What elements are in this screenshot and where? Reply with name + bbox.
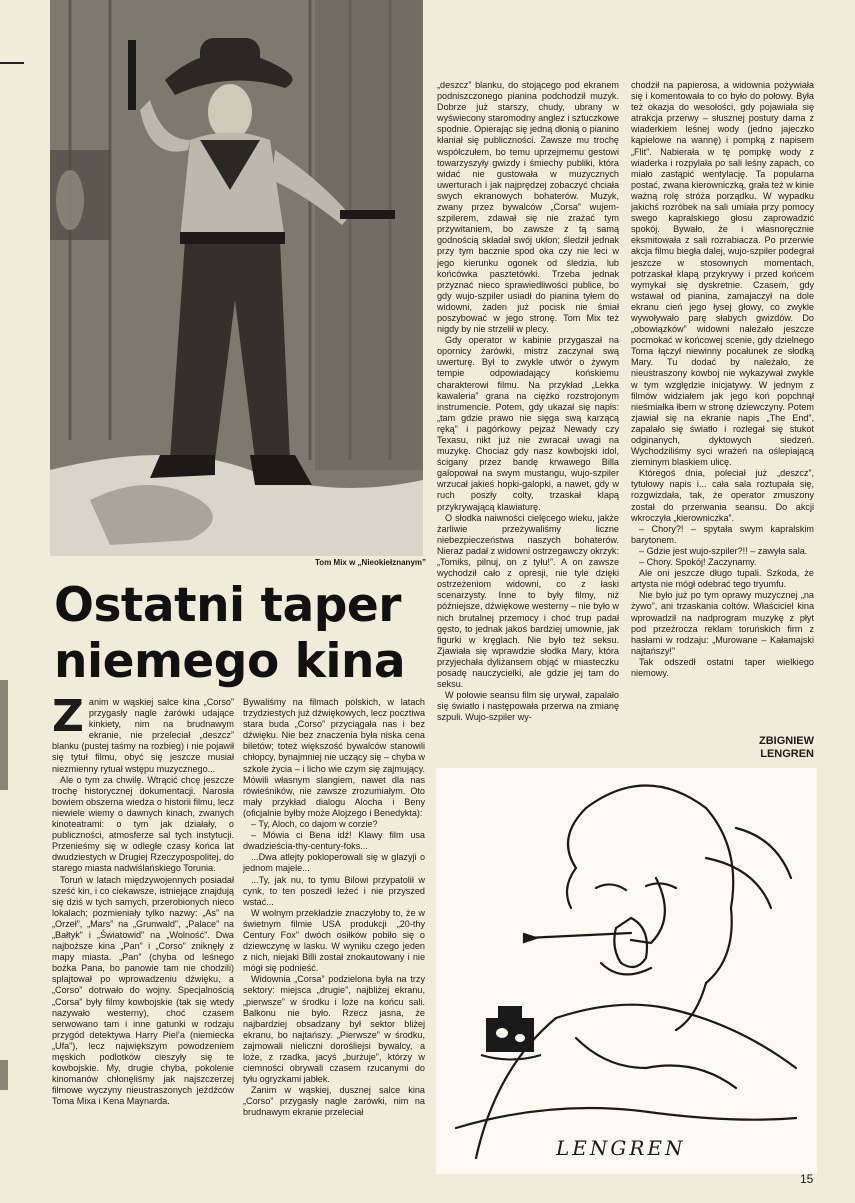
dialogue-line: – Gdzie jest wujo-szpiler?!! – zawyła sala. [639,545,808,556]
paragraph: Ale oni jeszcze długo tupali. Szkoda, że artysta nie mógł odebrać tego tryumfu. [631,568,814,590]
paragraph: Bywaliśmy na filmach polskich, w latach trzydziestych już dźwiękowych, lecz pocztiwa stara buda „Corso” przyciągała nas i bez dźwięku. Nie bez znaczenia była niska cena biletów; toteż większość bywalców stanowili chłopcy, bynajmniej nie uczący się – chyba w szkole życia – i licho wie czym się zajmujący. Mówili własnym slangiem, nawet dla nas rówieśników, nie zawsze zrozumiałym. Oto mały przykład dialogu Alocha i Beny (oficjalnie byłby może Alojzego i Benedykta): [243,697,425,818]
paragraph [52,697,234,775]
caricature-drawing [436,768,817,1174]
pianist-caricature [436,768,817,1174]
paragraph: „deszcz” blanku, do stojącego pod ekranem podniszczonego pianina podchodził muzyk. Dobrze już starszy, chudy, ubrany w wyświecony staromodny anglez i sztuczkowe spodnie. Opierając się jedną dłonią o pianino kłaniał się publiczności. Zawsze mu trochę współczułem, bo temu uprzejmemu gestowi towarzyszyły gwizdy i śmiechy publiki, która widać nie gustowała w muzycznych uwerturach i jak najprędzej zobaczyć chciała swych ekranowych bohaterów. Muzyk, zwany przez bywalców „Corsa” wujem-szpilerem, zdawał się nie zrażać tym przywitaniem, bo zawsze z tą samą godnością składał swój ukłon; śledził jednak przy tym bacznie spod oka czy nie leci w jego kierunku ogonek od śledzia, lub końcówka pasztetówki. Trzeba jednak przyznać nieco sprawiedliwości publice, bo gdy wujo-szpiler usiadł do pianina tyłem do widowni, żaden już pocisk nie śmiał poszybować w jego stronę. Tom Mix też nigdy by nie strzelił w plecy. [437,80,619,335]
paragraph: Toruń w latach międzywojennych posiadał sześć kin, i co ciekawsze, istniejące znajdują się dziś w tych samych, przerobionych nieco lokalach; pozmieniały tylko nazwy: „As” na „Orzeł”, „Mars” na „Grunwald”, „Palace” na „Bałtyk” i „Światowid” na „Wolność”. Dwa najboższe kina „Pan” i „Corso” zniknęły z mapy miasta. „Pan” (chyba od leśnego bożka Pana, bo panowie tam nie chodzili) splajtował po wprowadzeniu dźwięku, a „Corso” dotrwało do wojny. Specjalnością „Corsa” były filmy kowbojskie (tak się wtedy nazywało westerny), choć czasem serwowano tam i inne gatunki w rodzaju przygód detektywa Harry Piel’a (niemiecka „Ufa”), lecz największym powodzeniem męskich podlotków cieszyły się te kowbojskie. My, drugie chyba, pokolenie kinomanów chłonęliśmy jak najszczerzej filmowe wyczyny nieustraszonych jeźdźców Toma Mixa i Kena Maynarda. [52,874,234,1107]
paragraph: W połowie seansu film się urywał, zapalało się światło i następowała przerwa na zmianę szpuli. Wujo-szpiler wy- [437,690,619,723]
dialogue-line: – Chory?! – spytała swym kapralskim barytonem. [631,523,814,545]
author-last-name: LENGREN [760,748,814,760]
film-still-photo [50,0,423,556]
paragraph: Ale o tym za chwilę. Wtrącić chcę jeszcze trochę historycznej dokumentacji. Narosła bowiem obszerna wiedza o historii filmu, lecz niewiele wiemy o dawnych kinach, zwanych kinoteatrami: o tym jak działały, o publiczności, atmosferze sal tych instytucji. Przenieśmy się w odległe czasy końca lat dwudziestych w Drugiej Rzeczypospolitej, do starego miasta nadwiślańskiego Torunia. [52,774,234,874]
paragraph: Gdy operator w kabinie przygaszał na opornicy żarówki, mistrz zaczynał swą uwerturę. Był to zwykle utwór o żywym tempie odpowiadający końskiemu charakterowi filmu. Na przykład „Lekka kawaleria” grana na ciężko rozstrojonym instrumencie. Potem, gdy ukazał się napis: „tam gdzie prawo nie sięga swą karzącą ręką” i pagórkowy pejzaż Newady czy Texasu, nikt już nie zwracał uwagi na muzykę. Chociaż gdy nasz kowbojski idol, ścigany przez bandę krwawego Billa galopował na swym mustangu, wujo-szpiler wrzucał jakieś hopki-galopki, a nawet, gdy w ruch poszły colty, trzaskał klapą przykrywającą klawiaturę. [437,335,619,512]
paragraph: chodził na papierosa, a widownia pożywiała się i komentowała to co było do połowy. Była też okazja do wesołości, gdy pojawiała się atrakcja przerwy – słusznej postury dama z wiaderkiem leśnej wody (jedno jajeczko kąpielowe na wannę) i pompką z napisem „Flit”. Nabierała w tę pompkę wody z wiaderka i rozpylała po sali leśny zapach, co miało zastąpić wentylację. Ta popularna postać, zwana kierowniczką, grała też w kinie ważną rolę stróża porządku. W wypadku jakichś rozróbek na sali umiała przy pomocy swego kapralskiego głosu zaprowadzić spokój. Bywało, że i własnoręcznie eksmitowała z sali rozrabiacza. Po przerwie akcja filmu biegła dalej, wujo-szpiler podegrał jeszcze w stosownych momentach, potrzaskał klapą przykrywy i przed końcem wymykał się dyskretnie. Czasem, gdy wstawał od pianina, zamajaczył na dole ekranu cień jego łysej głowy, co zwykle wywoływało parę słabych gwizdów. Do „obowiązków” widowni należało jeszcze pocmokać w końcowej scenie, gdy dzielnego Toma łączył niewinny pocałunek ze słodką Mary. Tu dodać by należało, że nieustraszony kowboj nie wykazywał zwykle w tym względzie inicjatywy. W jednym z filmów widziałem jak jego koń popchnął nieśmiałka łbem w stronę dziewczyny. Potem zjawiał się na ekranie napis „The End”, zapalało się światło i rozlegał się stukot odginanych, dyktowych siedzeń. Wychodziliśmy syci wrażeń na oślepiającą zieminym blaskiem ulicę. [631,80,814,468]
author-first-name: ZBIGNIEW [759,735,814,747]
paragraph: W wolnym przekładzie znaczyłoby to, że w świetnym filmie USA produkcji „20-thy Century Fox” dwóch osiłków pobiło się o dziewczynę w lasku. W wyniku czego jeden z nich, niejaki Billi został znokautowany i nie mógł się podnieść. [243,907,425,974]
photo-caption: Tom Mix w „Nieokiełznanym” [315,558,426,567]
author-byline [746,735,814,761]
article-column-4 [631,80,814,732]
dialogue-line: – Mówia ci Bena idź! Klawy film usa dwadzieścia-thy-century-foks... [243,830,425,852]
paragraph: Nie było już po tym oprawy muzycznej „na żywo”, ani trzaskania coltów. Właściciel kina wprowadził na nadprogram muzykę z płyt pod przeźrocza reklam toruńskich firm z hasłami w rodzaju: „Murowane – Kałamajski najtańszy!” [631,590,814,656]
paragraph: O słodka naiwności cielęcego wieku, jakże żarliwie przeżywaliśmy liczne niebezpieczeństwa naszych bohaterów. Nieraz padał z widowni ostrzegawczy okrzyk: „Tomiks, pilnuj, on z tyłu!”. A on zawsze wychodził cało z opresji, nie tyle dzięki ostrzeżeniom widowni, co z łaski scenarzysty. Inne to były filmy, niż późniejsze, dźwiękowe westerny – nie było w nich brutalnej przemocy i choć trup padał gęsto, to jednak jakoś bardziej umownie, jak figurki w kręglach. Nie było też seksu. Zjawiała się wprawdzie słodka Mary, która przyjechała dyliżansem objąć w miasteczku posadę nauczycielki, ale gdzie jej tam do seksu. [437,512,619,690]
page-edge-strip [0,1060,8,1090]
page-number: 15 [800,1172,814,1186]
page-edge-rule [0,62,24,64]
paragraph: Widownia „Corsa” podzielona była na trzy sektory: miejsca „drugie”, najbliżej ekranu, „pierwsze” w środku i loże na końcu sali. Balkonu nie było. Rzecz jasna, że najbardziej obsadzany był sektor bliżej ekranu, bo najtańszy. „Pierwsze” w środku, zajmowali nieliczni dorośliejsi bywalcy, a loże, z rzadka, jacyś „burżuje”, którzy w ciemności obrywali czasem rzucanymi do tyłu ogryzkami jabłek. [243,974,425,1085]
page-edge-strip [0,680,8,790]
drawing-signature: LENGREN [556,1136,686,1160]
paragraph: Tak odszedł ostatni taper wielkiego niemowy. [631,656,814,678]
dialogue-line: ...Ty, jak nu, to tymu Bilowi przypatolił w cynk, to ten poszedł leżeć i nie przyszed wstać... [243,874,425,907]
paragraph: Któregoś dnia, poleciał już „deszcz”, tytułowy napis i... cała sala roztupała się, rozgwizdała, tak, że operator zmuszony został do przerwania seansu. Do akcji wkroczyła „kierowniczka”. [631,468,814,523]
article-column-2 [243,697,425,1167]
article-headline: Ostatni taper niemego kina [54,578,406,689]
cowboy-illustration [50,0,423,556]
article-column-1 [52,697,234,1167]
drop-cap: Z [52,697,84,742]
dialogue-line: – Ty, Aloch, co dajom w corzie? [251,819,378,830]
dialogue-line: ...Dwa atlejty pokloperowali się w glazyji o jednom majele... [243,852,425,874]
paragraph-text: anim w wąskiej salce kina „Corso” przygasły nagle żarówki udające kinkiety, nim na brudnawym ekranie, nie przeleciał „deszcz” blanku (pustej taśmy na rozbieg) i nie pojawił się tytuł filmu, obyć się jeszcze musiał niezmienny rytuał wstępu muzycznego... [52,697,234,774]
article-column-3 [437,80,619,760]
dialogue-line: – Chory. Spokój! Zaczynamy. [639,557,757,568]
paragraph: Zanim w wąskiej, dusznej salce kina „Corso” przygasły nagle żarówki, nim na brudnawym ekranie przeleciał [243,1085,425,1118]
